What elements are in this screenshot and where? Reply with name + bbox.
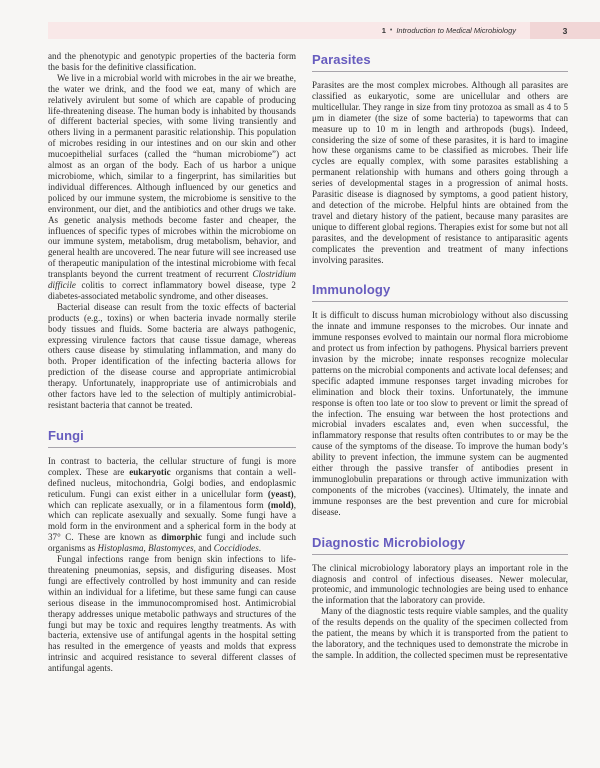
section-heading-parasites: Parasites [312,52,568,72]
text-run: colitis to correct inflammatory bowel disease, type 2 diabetes-associated metabolic syndrome, and other diseases. [48,280,296,301]
text-run: Bacterial disease can result from the toxic effects of bacterial products (e.g., toxins) or when bacteria invade normally sterile body tissues and fluids. Some bacteria are always pathogenic, expressing virulence factors that cause tissue damage, whereas others cause disease by stimulating inflammation, and many do both. Proper identification of the infecting bacteria allows for prediction of the disease course and appropriate antimicrobial therapy. Unfortunately, inappropriate use of antimicrobials and other factors have led to the selection of multiply antimicrobial-resistant bacteria that cannot be treated. [48,301,296,410]
text-run: fungi and include such organisms as [48,532,296,554]
text-run: , which can replicate asexually and sexually. Some fungi have a mold form in the environment and a spherical form in the body at 37° C. These are known as [48,499,296,543]
section-heading-fungi: Fungi [48,428,296,448]
section-heading-immunology: Immunology [312,282,568,302]
italic-term: Coccidiodes [213,543,259,554]
body-paragraph [48,51,296,73]
header-bullet-separator: • [389,27,393,34]
body-paragraph [48,73,296,302]
body-paragraph [312,563,568,607]
page-number: 3 [562,25,568,36]
body-paragraph [48,456,296,554]
body-paragraph [312,80,568,265]
running-head-title: Introduction to Medical Microbiology [396,26,516,35]
chapter-number: 1 [381,26,386,35]
page-number-box [530,22,600,39]
text-run: The clinical microbiology laboratory plays an important role in the diagnosis and control of infectious diseases. Newer molecular, proteomic, and immunologic technologies are being used to enhance the information that the laboratory can provide. [312,562,568,606]
right-column [312,48,568,661]
bold-term: dimorphic [161,532,202,543]
bold-term: eukaryotic [129,466,171,477]
text-run: We live in a microbial world with microbes in the air we breathe, the water we drink, and the food we eat, many of which are relatively avirulent but some of which are capable of producing life-threatening disease. The human body is inhabited by thousands of different bacterial species, with some living transiently and others living in a permanent parasitic relationship. This population of microbes residing in our intestines and on our skin and other mucoepithelial surfaces (called the “human microbiome”) act almost as an organ of the body. Each of us harbor a unique microbiome, which, similar to a fingerprint, has similarities but individual differences. Although influenced by our genetics and policed by our immune system, the microbiome is sensitive to the environment, our diet, and the antibiotics and other drugs we take. As genetic analysis methods become faster and cheaper, the influences of specific types of microbes within the microbiome on our immune system, metabolism, drug metabolism, behavior, and general health are uncovered. The near future will see increased use of therapeutic manipulation of the intestinal microbiome with fecal transplants beyond the current treatment of recurrent [48,72,296,280]
text-run: Parasites are the most complex microbes. Although all parasites are classified as eukaryotic, some are unicellular and others are multicellular. They range in size from tiny protozoa as small as 4 to 5 μm in diameter (the size of some bacteria) to tapeworms that can measure up to 10 m in length and arthropods (bugs). Indeed, considering the size of some of these parasites, it is hard to imagine how these organisms came to be classified as microbes. Their life cycles are equally complex, with some parasites establishing a permanent relationship with humans and others going through a series of developmental stages in a progression of animal hosts. Parasitic disease is diagnosed by symptoms, a good patient history, and detection of the microbe. Helpful hints are obtained from the travel and dietary history of the patient, because many parasites are unique to different global regions. Therapies exist for some but not all parasites, and the development of resistance to antiparasitic agents complicates the prevention and treatment of many infections involving parasites. [312,80,568,265]
body-paragraph [48,302,296,411]
body-paragraph [312,310,568,517]
text-run: and the phenotypic and genotypic properties of the bacteria form the basis for the definitive classification. [48,51,296,72]
text-run: and [195,543,214,554]
body-paragraph [48,554,296,674]
italic-term: Clostridium difficile [48,269,296,291]
text-run: organisms that contain a well-defined nucleus, mitochondria, Golgi bodies, and endoplasmic reticulum. Fungi can exist either in a unicellular form [48,466,296,499]
text-run: It is difficult to discuss human microbiology without also discussing the innate and immune responses to the microbes. Our innate and immune responses evolved to maintain our normal flora microbiome and protect us from infection by pathogens. Physical barriers prevent invasion by the microbe; innate responses recognize molecular patterns on the microbial components and activate local defenses; and specific adapted immune responses target invading microbes for elimination and block their toxins. Unfortunately, the immune response is often too late or too slow to prevent or limit the spread of the infection. The ensuing war between the host protections and microbial invaders escalates and, even when successful, the inflammatory response that results often contributes to or may be the cause of the symptoms of the disease. To improve the human body’s ability to prevent infection, the immune system can be augmented either through the passive transfer of antibodies present in immunoglobulin preparations or through active immunization with components of the microbes (vaccines). Ultimately, the innate and immune responses are the best prevention and cure for microbial disease. [312,310,568,517]
left-column [48,48,296,674]
text-run: Fungal infections range from benign skin infections to life-threatening pneumonias, sepsis, and disfiguring diseases. Most fungi are effectively controlled by host immunity and can reside within an individual for a lifetime, but these same fungi can cause serious disease in the immunocompromised host. Antimicrobial therapy addresses unique metabolic pathways and structures of the fungi but may be toxic and requires lengthy treatments. As with bacteria, extensive use of antifungal agents in the hospital setting has resulted in the emergence of yeasts and molds that express intrinsic and acquired resistance to several different classes of antifungal agents. [48,554,296,674]
text-run: Many of the diagnostic tests require viable samples, and the quality of the results depends on the quality of the specimen collected from the patient, the means by which it is transported from the patient to the laboratory, and the techniques used to demonstrate the microbe in the sample. In addition, the collected specimen must be representative [312,606,568,660]
italic-term: Histoplasma, Blastomyces, [97,543,196,554]
bold-term: (mold) [267,499,294,510]
section-heading-diagnostic-microbiology: Diagnostic Microbiology [312,535,568,555]
body-paragraph [312,606,568,661]
text-run: In contrast to bacteria, the cellular structure of fungi is more complex. These are [48,455,296,477]
text-run: , which can replicate asexually, or in a filamentous form [48,488,296,510]
bold-term: (yeast) [267,488,294,499]
text-run: . [258,543,262,554]
header-band [48,22,600,39]
